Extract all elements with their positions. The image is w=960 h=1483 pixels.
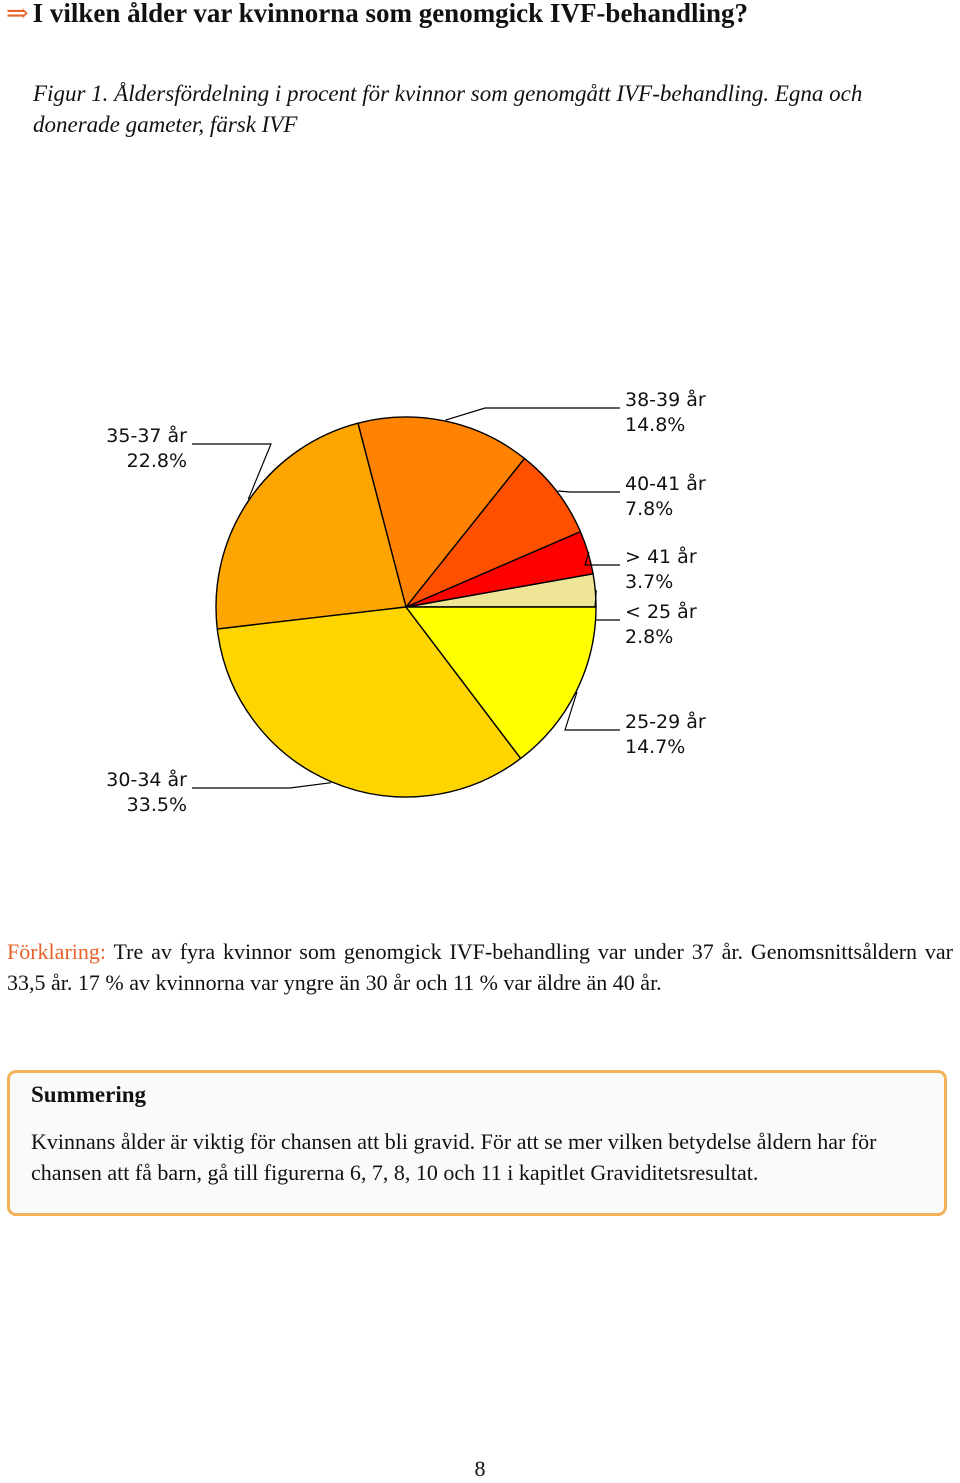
slice-value-41-r: 3.7% [625,571,674,593]
leader-line-30-34-r [192,783,331,788]
heading-text: I vilken ålder var kvinnorna som genomgick IVF-behandling? [32,0,748,28]
slice-label-25-r: < 25 år [625,601,697,623]
slice-label-40-41-r: 40-41 år [625,473,706,495]
leader-line-40-41-r [558,491,620,492]
pie-chart [0,370,960,830]
slice-value-38-39-r: 14.8% [625,414,686,436]
summary-heading: Summering [31,1082,146,1107]
leader-line-38-39-r [446,408,620,420]
slice-label-38-39-r: 38-39 år [625,389,706,411]
slice-value-40-41-r: 7.8% [625,498,674,520]
summary-box [7,1070,947,1216]
slice-value-25-r: 2.8% [625,626,674,648]
slice-label-30-34-r: 30-34 år [106,769,187,791]
slice-value-30-34-r: 33.5% [126,794,187,816]
slice-label-25-29-r: 25-29 år [625,711,706,733]
page-number: 8 [474,1456,486,1481]
slice-label-41-r: > 41 år [625,546,697,568]
explanation-text: Tre av fyra kvinnor som genomgick IVF-behandling var under 37 år. Genomsnittsåldern var 33,5 år. 17 % av kvinnorna var yngre än 30 år och 11 % var äldre än 40 år. [7,939,953,995]
leader-line-25-r [594,590,620,620]
arrow-icon: ⇒ [6,0,29,28]
explanation [7,936,953,998]
slice-label-35-37-r: 35-37 år [106,425,187,447]
section-heading [6,0,748,29]
summary-text: Kvinnans ålder är viktig för chansen att bli gravid. För att se mer vilken betydelse åldern har för chansen att få barn, gå till figurerna 6, 7, 8, 10 och 11 i kapitlet Graviditetsresultat. [31,1129,877,1185]
explanation-label: Förklaring: [7,939,106,964]
slice-value-25-29-r: 14.7% [625,736,686,758]
figure-caption: Figur 1. Åldersfördelning i procent för kvinnor som genomgått IVF-behandling. Egna och donerade gameter, färsk IVF [33,81,863,137]
slice-value-35-37-r: 22.8% [126,450,187,472]
